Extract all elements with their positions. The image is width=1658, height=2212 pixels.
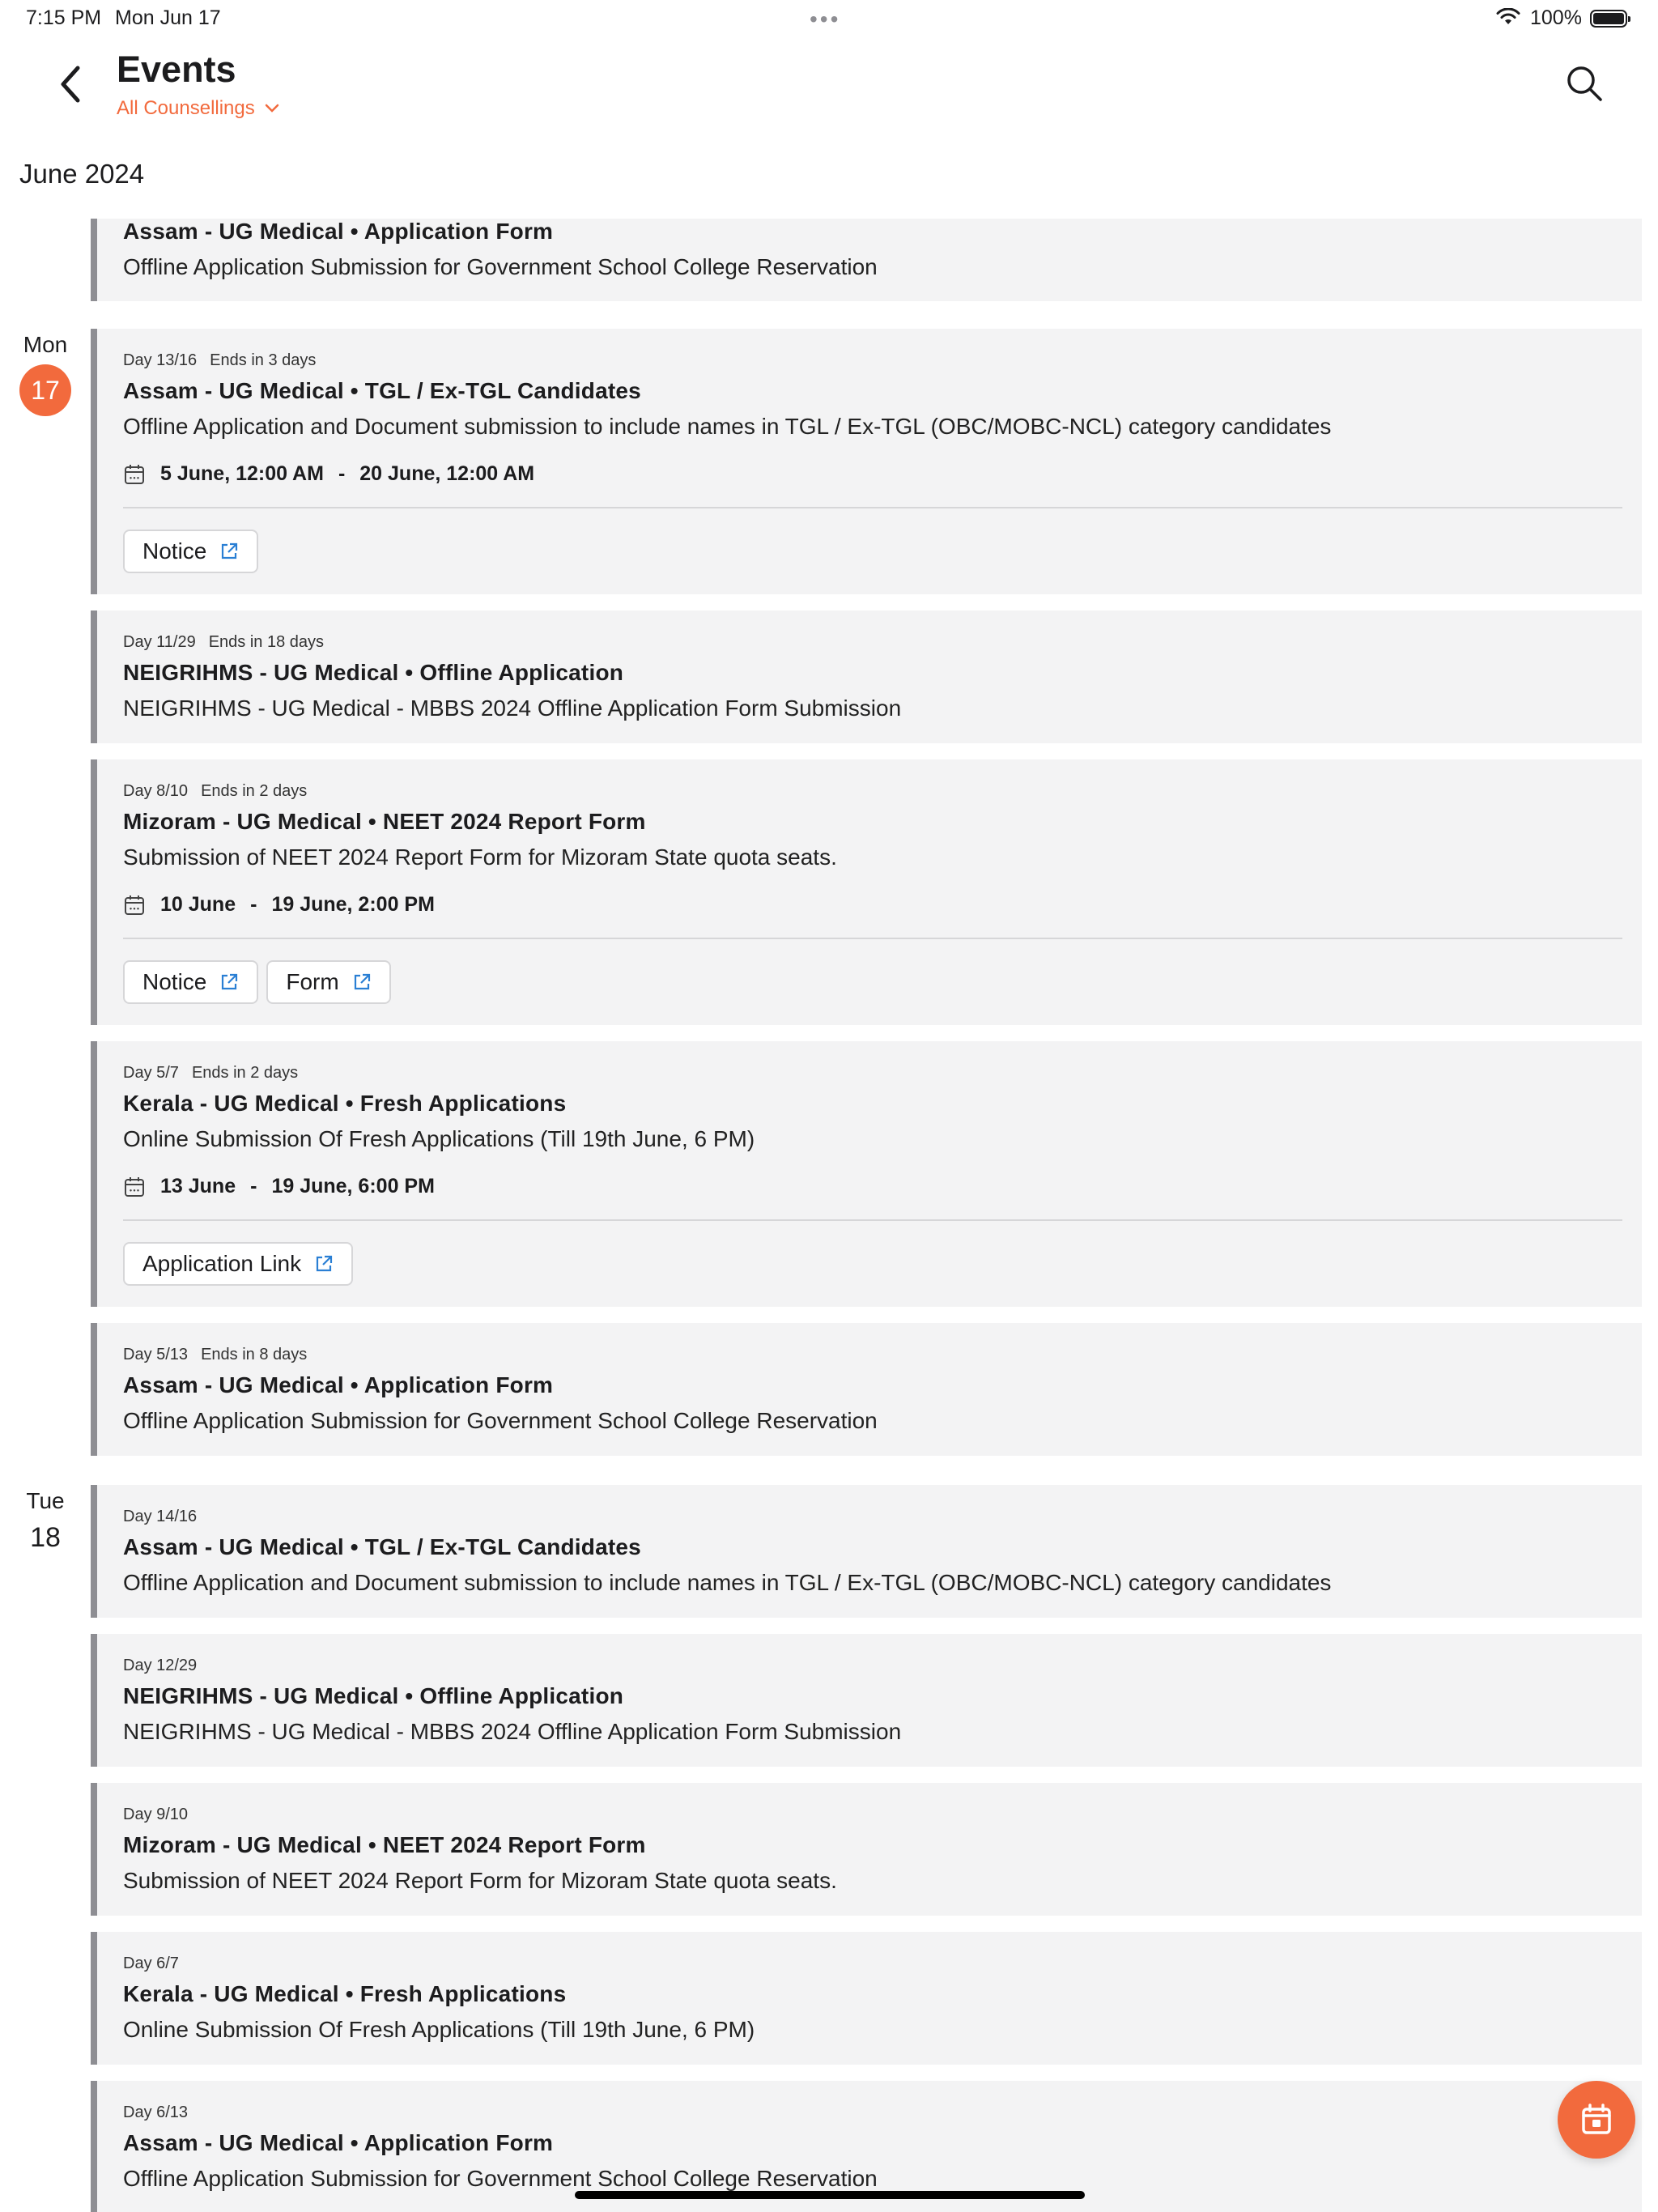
today-calendar-button[interactable] — [1558, 2081, 1635, 2159]
event-day-count: Day 5/13 — [123, 1346, 189, 1363]
event-dates: ••• 10 June - 19 June, 2:00 PM — [123, 893, 1642, 917]
link-label: Form — [286, 969, 339, 994]
status-date: Mon Jun 17 — [115, 6, 221, 29]
event-meta — [123, 1955, 1642, 1973]
event-meta — [123, 633, 1642, 652]
event-card[interactable] — [91, 1485, 1642, 1618]
divider — [123, 938, 1622, 939]
event-description: Online Submission Of Fresh Applications (Till 19th June, 6 PM) — [123, 1126, 755, 1151]
event-ends-in: Ends in 2 days — [191, 1064, 299, 1082]
event-card[interactable] — [91, 329, 1642, 594]
event-title: Assam - UG Medical • TGL / Ex-TGL Candidates — [123, 378, 641, 403]
event-card[interactable] — [91, 219, 1642, 301]
filter-label: All Counsellings — [117, 97, 255, 119]
event-day-count: Day 9/10 — [123, 1806, 189, 1823]
event-description: Online Submission Of Fresh Applications (Till 19th June, 6 PM) — [123, 2017, 755, 2042]
event-ends-in: Ends in 2 days — [201, 782, 308, 800]
event-start: 10 June — [160, 893, 236, 916]
event-description: Offline Application Submission for Government School College Reservation — [123, 2166, 878, 2191]
event-ends-in: Ends in 3 days — [210, 351, 317, 369]
event-day-count: Day 12/29 — [123, 1657, 198, 1674]
event-day-count: Day 13/16 — [123, 351, 198, 369]
notice-link-button[interactable] — [123, 960, 258, 1004]
event-day-count: Day 8/10 — [123, 782, 189, 800]
event-end: 19 June, 2:00 PM — [271, 893, 435, 916]
event-title: NEIGRIHMS - UG Medical • Offline Application — [123, 660, 624, 685]
event-day-count: Day 5/7 — [123, 1064, 179, 1082]
external-link-icon — [314, 1254, 334, 1274]
chevron-down-icon — [265, 104, 279, 113]
event-card[interactable] — [91, 1634, 1642, 1767]
event-end: 20 June, 12:00 AM — [359, 462, 535, 485]
event-description: Offline Application Submission for Government School College Reservation — [123, 1408, 878, 1433]
event-description: Offline Application Submission for Government School College Reservation — [123, 254, 878, 279]
search-button[interactable] — [1566, 65, 1603, 102]
event-title: Mizoram - UG Medical • NEET 2024 Report Form — [123, 809, 646, 834]
event-day-count: Day 14/16 — [123, 1508, 198, 1525]
event-description: Offline Application and Document submission to include names in TGL / Ex-TGL (OBC/MOBC-NCL) category candidates — [123, 1570, 1332, 1595]
link-label: Notice — [142, 969, 207, 994]
form-link-button[interactable] — [266, 960, 390, 1004]
event-title: Assam - UG Medical • Application Form — [123, 2130, 554, 2155]
calendar-icon — [123, 1176, 146, 1198]
event-title: Mizoram - UG Medical • NEET 2024 Report Form — [123, 1832, 646, 1857]
day-of-week: Tue — [26, 1488, 65, 1513]
event-dates: ••• 13 June - 19 June, 6:00 PM — [123, 1175, 1642, 1198]
event-day-count: Day 11/29 — [123, 633, 196, 651]
event-description: NEIGRIHMS - UG Medical - MBBS 2024 Offline Application Form Submission — [123, 1719, 902, 1744]
day-number-today[interactable]: 17 — [19, 364, 71, 416]
day-label-tue — [19, 1488, 71, 1554]
event-meta — [123, 2104, 1642, 2122]
multitasking-dots-icon[interactable]: ••• — [810, 6, 841, 32]
external-link-icon — [219, 972, 239, 992]
event-start: 5 June, 12:00 AM — [160, 462, 324, 485]
event-meta — [123, 1064, 1642, 1083]
event-start: 13 June — [160, 1175, 236, 1197]
event-card[interactable] — [91, 1932, 1642, 2065]
event-day-count: Day 6/13 — [123, 2104, 189, 2121]
month-heading: June 2024 — [19, 159, 145, 189]
event-description: Submission of NEET 2024 Report Form for Mizoram State quota seats. — [123, 1868, 837, 1893]
status-bar — [0, 0, 1658, 39]
home-indicator[interactable] — [575, 2191, 1085, 2199]
event-ends-in: Ends in 8 days — [201, 1346, 308, 1363]
wifi-icon — [1496, 8, 1520, 30]
counselling-filter-dropdown[interactable] — [117, 97, 279, 120]
event-description: Submission of NEET 2024 Report Form for Mizoram State quota seats. — [123, 844, 837, 870]
event-meta — [123, 1806, 1642, 1824]
external-link-icon — [352, 972, 372, 992]
day-number[interactable]: 18 — [30, 1522, 61, 1553]
event-card[interactable] — [91, 759, 1642, 1025]
link-label: Application Link — [142, 1251, 302, 1276]
event-card[interactable] — [91, 610, 1642, 743]
svg-text:•••: ••• — [129, 474, 140, 482]
event-title: Kerala - UG Medical • Fresh Applications — [123, 1091, 567, 1116]
event-card[interactable] — [91, 1783, 1642, 1916]
link-label: Notice — [142, 538, 207, 564]
event-title: Assam - UG Medical • Application Form — [123, 1372, 554, 1397]
page-title: Events — [117, 49, 236, 90]
event-meta — [123, 1508, 1642, 1526]
event-title: Assam - UG Medical • Application Form — [123, 219, 554, 244]
event-title: Assam - UG Medical • TGL / Ex-TGL Candidates — [123, 1534, 641, 1559]
divider — [123, 507, 1622, 508]
notice-link-button[interactable] — [123, 530, 258, 573]
event-ends-in: Ends in 18 days — [208, 633, 325, 651]
battery-icon — [1590, 10, 1627, 28]
external-link-icon — [219, 542, 239, 561]
calendar-icon — [123, 463, 146, 486]
status-time: 7:15 PM — [26, 6, 102, 29]
event-meta — [123, 351, 1642, 370]
back-button[interactable] — [53, 63, 89, 105]
event-meta — [123, 1346, 1642, 1364]
event-dates: ••• 5 June, 12:00 AM - 20 June, 12:00 AM — [123, 462, 1642, 486]
event-card[interactable] — [91, 1323, 1642, 1456]
search-icon — [1566, 65, 1603, 102]
event-description: NEIGRIHMS - UG Medical - MBBS 2024 Offline Application Form Submission — [123, 696, 902, 721]
event-title: Kerala - UG Medical • Fresh Applications — [123, 1981, 567, 2006]
chevron-left-icon — [53, 63, 89, 105]
battery-percent: 100% — [1530, 6, 1582, 29]
event-end: 19 June, 6:00 PM — [271, 1175, 435, 1197]
svg-text:•••: ••• — [129, 905, 140, 912]
event-day-count: Day 6/7 — [123, 1955, 179, 1972]
calendar-icon — [123, 894, 146, 917]
svg-text:•••: ••• — [129, 1187, 140, 1194]
event-description: Offline Application and Document submission to include names in TGL / Ex-TGL (OBC/MOBC-NCL) category candidates — [123, 414, 1332, 439]
divider — [123, 1219, 1622, 1221]
event-meta — [123, 1657, 1642, 1675]
calendar-icon — [1579, 2102, 1614, 2138]
event-meta — [123, 782, 1642, 801]
event-title: NEIGRIHMS - UG Medical • Offline Application — [123, 1683, 624, 1708]
application-link-button[interactable] — [123, 1242, 353, 1286]
day-label-mon — [19, 332, 71, 416]
event-card[interactable] — [91, 1041, 1642, 1307]
day-of-week: Mon — [23, 332, 68, 357]
